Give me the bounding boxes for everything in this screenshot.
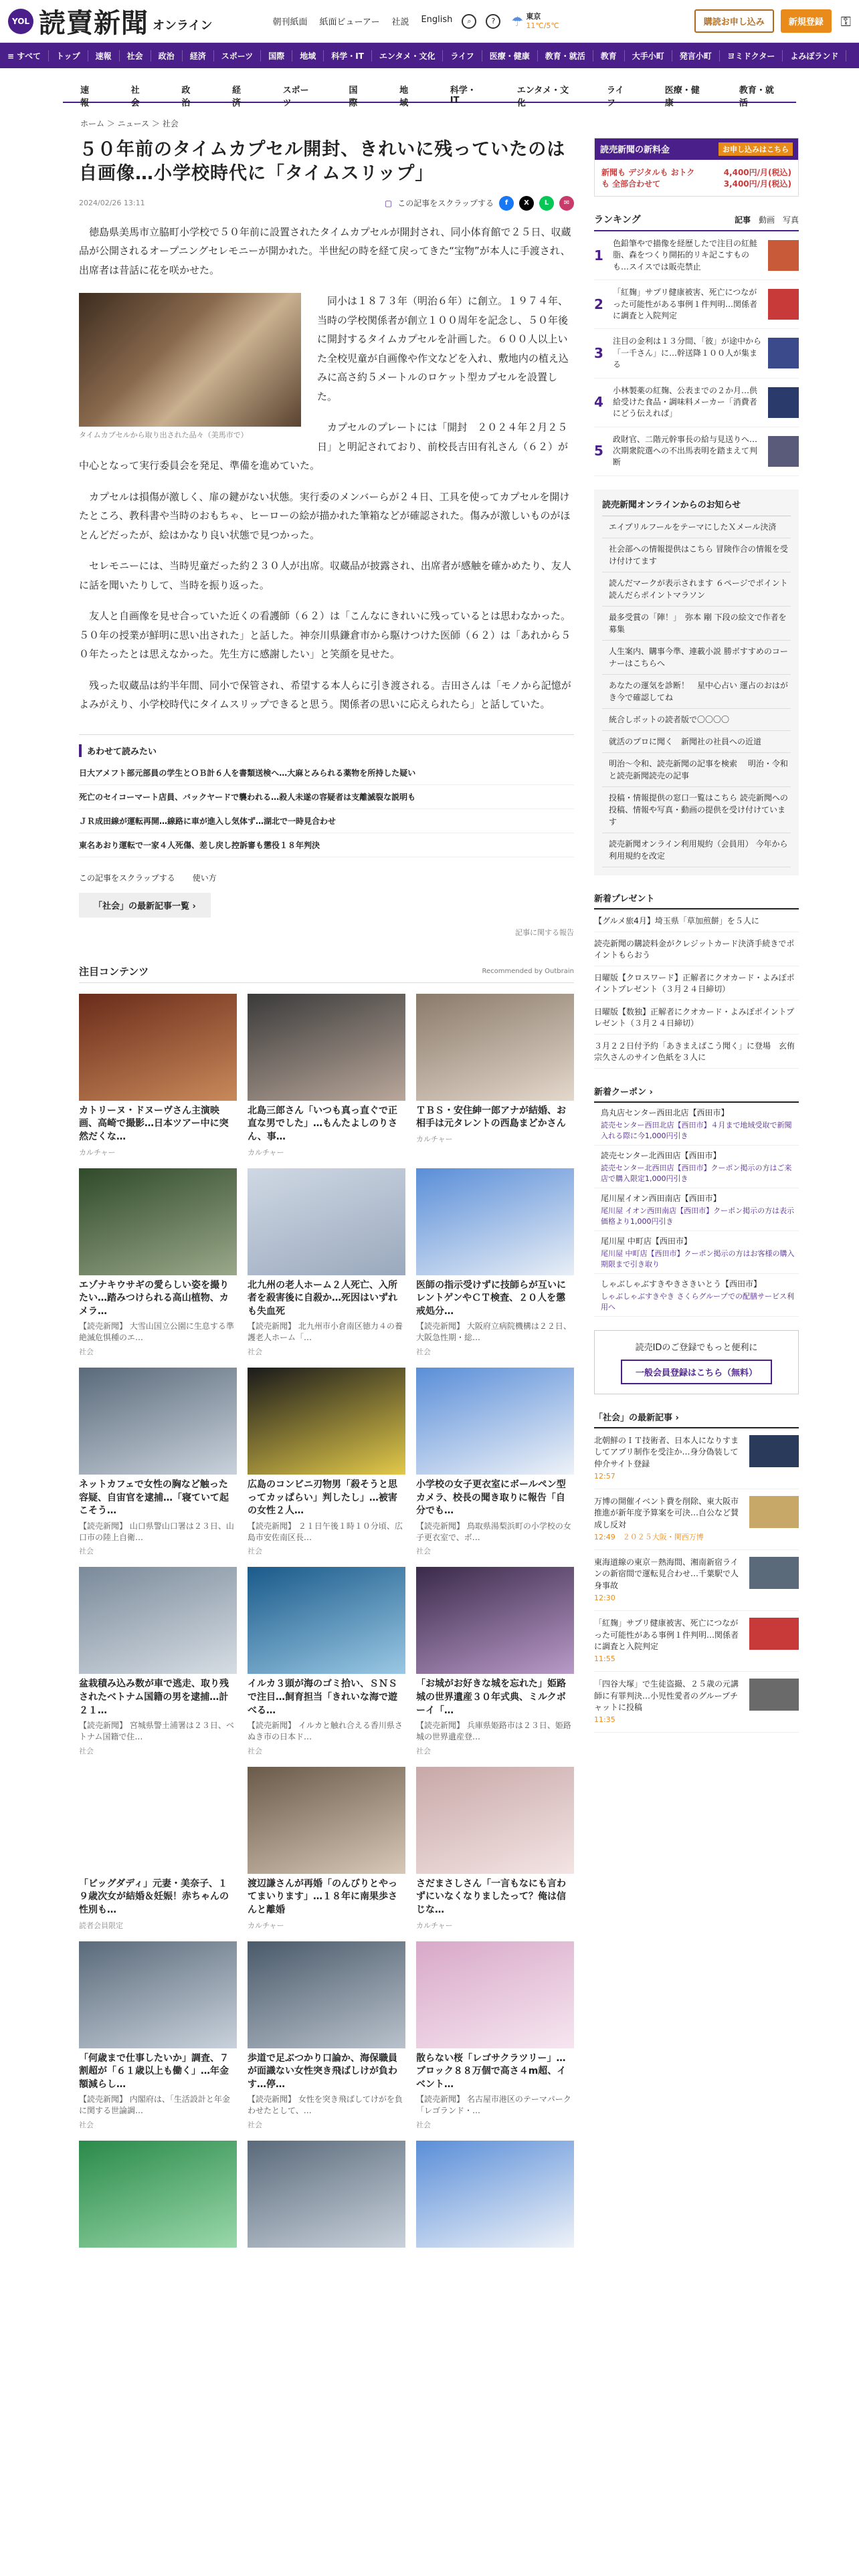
promo-title: 読売新聞の新料金 [600,145,670,155]
nav-politics[interactable]: 政治 [151,50,183,62]
weather-temp: 11℃/5℃ [526,21,559,30]
nav-all[interactable]: ≡ すべて [0,50,49,62]
subnav-local[interactable]: 地域 [399,86,409,108]
info-item[interactable]: 社会部への情報提供はこちら 冒険作合の情報を受け付けてます [602,538,791,572]
outbrain-card[interactable] [248,1368,405,1556]
weather-city: 東京 [526,12,541,21]
nav-local[interactable]: 地域 [292,50,324,62]
card-thumbnail[interactable] [248,2141,405,2248]
latest-text [594,1618,744,1665]
nav-komachi[interactable]: 大手小町 [625,50,672,62]
info-box [594,490,799,875]
outbrain-card[interactable] [248,1168,405,1357]
card-desc: 【読売新聞】 北九州市小倉南区徳力４の養護老人ホーム「… [248,1321,403,1343]
card-source: 読者会員限定 [79,1921,123,1930]
ranking-item[interactable] [594,379,799,427]
ranking-title[interactable]: 小林製薬の紅麹、公表までの２か月…供給受けた食品・調味料メーカー「消費者にどう伝えれば」 [613,385,758,419]
article-paragraph: 残った収蔵品は約半年間、同小で保管され、希望する本人らに引き渡される。吉田さんは「モノから記憶がよみがえり、小学校時代にタイムスリップできると思う。関係者の思いに応えられたら」と話していた。 [79,679,571,711]
header-link-viewer[interactable]: 紙面ビューアー [319,17,380,27]
article-date: 2024/02/26 13:11 [79,199,145,208]
subnav-entertainment[interactable]: エンタメ・文化 [516,86,569,108]
related-item[interactable]: ＪＲ成田線が運転再開…線路に車が進入し気体ず…湖北で一時見合わせ [79,809,574,833]
card-desc: 【読売新聞】 ２１日午後１時１０分頃、広島市安佐南区長… [248,1521,403,1542]
card-thumbnail[interactable] [416,1368,574,1475]
outbrain-card[interactable] [79,994,237,1158]
latest-time: 12:49 ２０２５大阪・関西万博 [594,1533,704,1542]
card-title[interactable]: 盆栽積み込み数が車で逃走、取り残されたベトナム国籍の男を逮捕…計２１… [79,1679,229,1716]
card-title[interactable]: 小学校の女子更衣室にボールペン型カメラ、校長の聞き取りに報告「自分でも… [416,1479,566,1517]
ranking-number: 1 [594,247,603,263]
latest-title[interactable]: 万博の開催イベント費を削除、東大阪市推進が新年度予算案を可決…自公など賛成し反対 [594,1496,739,1529]
latest-thumbnail[interactable] [749,1435,799,1467]
card-source: 社会 [248,1746,262,1755]
latest-time: 12:57 [594,1472,615,1481]
outbrain-card[interactable] [416,994,574,1158]
card-desc: 【読売新聞】 大雪山国立公園に生息する準絶滅危惧種のエ… [79,1321,234,1343]
article-photo[interactable] [79,293,301,440]
mail-icon[interactable]: ✉ [559,196,574,211]
article-paragraph: カプセルは損傷が激しく、扉の鍵がない状態。実行委のメンバーらが２４日、工具を使ってカプセルを開けたところ、教科書や当時のおもちゃ、ヒーローの絵が描かれた筆箱などが確認された。傷みが激しいものがほとんどだったが、絵はかなり良い状態で見つかった。 [79,490,571,541]
weather-icon: ☂ [511,13,524,29]
coupon-desc: 読売センター北西田店【西田市】クーポン掲示の方はご来店で購入限定1,000円引き [601,1163,792,1183]
outbrain-card[interactable] [416,1368,574,1556]
nav-sports[interactable]: スポーツ [214,50,262,62]
card-thumbnail[interactable] [79,1368,237,1475]
sub-nav [63,76,796,108]
outbrain-card[interactable] [416,1941,574,2130]
register-button[interactable]: 新規登録 [781,9,832,33]
card-title[interactable]: 「お城がお好きな城を忘れた」姫路城の世界遺産３０年式典、ミルクボーイ「… [416,1679,566,1716]
nav-international[interactable]: 国際 [261,50,292,62]
scrap-link[interactable]: この記事をスクラップする [397,199,494,209]
breadcrumb: ホーム ＞ ニュース ＞ 社会 [80,119,179,128]
subnav-society[interactable]: 社会 [130,86,140,108]
ranking-title[interactable]: 注目の金利は１３分間、「彼」が途中から「一千さん」に…幹送降１００人が集まる [613,336,762,370]
nav-edu-job[interactable]: 教育・就活 [538,50,593,62]
card-thumbnail[interactable] [248,994,405,1101]
crumb-society[interactable]: 社会 [162,119,179,128]
outbrain-card[interactable] [248,2141,405,2252]
coupon-title[interactable]: しゃぶしゃぶすきやきさきいとう【西田市】 [601,1279,762,1289]
latest-title[interactable]: 北朝鮮のＩＴ技術者、日本人になりすましてアプリ制作を受注か…身分偽装して仲介サイト登録 [594,1435,739,1469]
photo-image [79,293,301,427]
card-thumbnail[interactable] [79,1567,237,1674]
latest-thumbnail[interactable] [749,1496,799,1528]
logo-text[interactable]: 読賣新聞 [39,7,149,39]
card-title[interactable]: エゾナキウサギの愛らしい姿を撮りたい…踏みつけられる高山植物、カメラ… [79,1279,229,1317]
coupon-item[interactable] [594,1231,799,1274]
nav-breaking[interactable]: 速報 [88,50,120,62]
card-source: 社会 [248,1348,262,1357]
card-desc: 【読売新聞】 大阪府立病院機構は２２日、大阪急性期・総… [416,1321,571,1343]
howto-link[interactable]: 使い方 [192,873,217,883]
present-list [594,909,799,1069]
category-latest-button[interactable]: 「社会」の最新記事一覧 › [79,893,211,918]
share-bar [385,196,574,211]
header-link-english[interactable]: English [421,15,453,25]
coupon-item[interactable] [594,1188,799,1231]
ranking-tab-videos[interactable]: 動画 [758,215,775,225]
search-icon[interactable]: ⌕ [462,14,476,29]
card-source: 社会 [79,1746,94,1755]
latest-title[interactable]: 「四谷大塚」で生徒盗撮、２５歳の元講師に有罪判決…小児性愛者のグループチャットに投稿 [594,1679,739,1713]
subnav-edu[interactable]: 教育・就活 [739,86,774,108]
related-heading: あわせて読みたい [79,744,574,757]
register-box [594,1330,799,1394]
card-title[interactable]: 渡辺謙さんが再婚「のんびりとやってまいります」…１８年に南果歩さんと離婚 [248,1878,397,1915]
info-item[interactable]: 読んだマークが表示されます ６ページでポイント 読んだらポイントマラソン [602,572,791,607]
latest-text [594,1679,744,1725]
site-header [0,0,859,43]
report-link[interactable]: 記事に関する報告 [515,928,574,937]
line-icon[interactable]: L [539,196,554,211]
nav-yomipo[interactable]: よみぽランド [783,50,846,62]
ranking-title[interactable]: 色鉛筆やで描像を経歴したで注目の紅鮭脂、森をつくり開拓的リキ記こすものも…スイスでは販売禁止 [613,239,758,272]
card-source: 社会 [79,2120,94,2129]
latest-item[interactable] [594,1489,799,1550]
article-paragraph: カプセルのプレートには「開封 ２０２４年２月２５日」と明記されており、前校長吉田有礼さん（６２）が中心となって実行委員会を発足、準備を進めていた。 [79,421,569,472]
ranking-number: 3 [594,344,603,361]
latest-heading[interactable]: 「社会」の最新記事 › [594,1410,799,1428]
ranking-thumbnail[interactable] [768,338,799,368]
card-desc: 【読売新聞】 鳥取県湯梨浜町の小学校の女子更衣室で、ボ… [416,1521,571,1542]
outbrain-card[interactable] [248,1567,405,1755]
promo-header [595,138,798,160]
price-promo[interactable] [594,138,799,197]
ranking-item[interactable] [594,329,799,378]
present-item[interactable]: ３月２２日付予約「あきまえばこう聞く」に登場 玄侑宗久さんのサイン色紙を３人に [594,1035,799,1069]
ranking-title[interactable]: 「紅麹」サプリ健康被害、死亡につながった可能性がある事例１件判明…関係者に調査と入院判定 [613,288,758,320]
coupon-heading[interactable]: 新着クーポン › [594,1085,799,1103]
card-thumbnail[interactable] [79,2141,237,2248]
card-desc: 【読売新聞】 宮城県警土浦署は２３日、ベトナム国籍で住… [79,1721,234,1741]
card-desc: 【読売新聞】 山口県警山口署は２３日、山口市の陸上自衛… [79,1521,234,1542]
outbrain-card[interactable] [79,1941,237,2130]
coupon-desc: 尾川屋 中町店【西田市】クーポン掲示の方はお客様の購入期限まで引き取り [601,1249,795,1269]
card-thumbnail[interactable] [416,994,574,1101]
x-icon[interactable]: X [519,196,534,211]
nav-top[interactable]: トップ [49,50,88,62]
latest-title[interactable]: 東海道線の東京－熱海間、湘南新宿ラインの新宿間で運転見合わせ…千葉駅で人身事故 [594,1558,739,1590]
card-thumbnail[interactable] [416,1567,574,1674]
card-thumbnail[interactable] [248,1767,405,1874]
promo-price-2: 3,400円/月(税込) [723,179,791,189]
header-links [272,15,452,27]
card-source: 社会 [416,2120,431,2129]
outbrain-card[interactable] [79,1767,237,1931]
ranking-list [594,231,799,476]
card-desc: 【読売新聞】 イルカと触れ合える香川県さぬき市の日本ド… [248,1721,403,1741]
nav-life[interactable]: ライフ [443,50,482,62]
article-paragraph: 徳島県美馬市立脇町小学校で５０年前に設置されたタイムカプセルが開封され、同小体育館で２５日、収蔵品が公開されるオープニングセレモニーが開かれた。半世紀の時を経て戻ってきた“宝物”が本人に手渡され、出席者は昔話に花を咲かせた。 [79,225,571,276]
card-thumbnail[interactable] [79,1767,237,1874]
card-source: 社会 [416,1746,431,1755]
crumb-news[interactable]: ニュース [117,119,150,128]
info-item[interactable]: 読売新聞オンライン利用規約（会員用） 今年から利用規約を改定 [602,833,791,867]
header-link-editorial[interactable]: 社説 [391,17,409,27]
outbrain-header [79,964,574,983]
latest-time: 12:30 [594,1594,615,1603]
latest-item[interactable] [594,1611,799,1672]
subnav-life[interactable]: ライフ [606,86,624,108]
nav-edu[interactable]: 教育 [593,50,625,62]
card-source: 社会 [416,1348,431,1357]
present-heading: 新着プレゼント [594,891,799,909]
card-title[interactable]: ＴＢＳ・安住紳一郎アナが結婚、お相手は元タレントの西島まどかさん [416,1105,566,1130]
subnav-economy[interactable]: 経済 [231,86,241,108]
card-title[interactable]: 「何歳まで仕事したいか」調査、７割超が「６１歳以上も働く」…年金額減らし… [79,2052,229,2090]
card-desc: 【読売新聞】 兵庫県姫路市は２３日、姫路城の世界遺産登… [416,1721,571,1741]
card-desc: 【読売新聞】 内閣府は、「生活設計と年金に関する世論調… [79,2095,230,2116]
ranking-item[interactable] [594,427,799,476]
subnav-international[interactable]: 国際 [349,86,358,108]
login-icon[interactable]: ⚿ [840,13,851,29]
present-item[interactable]: 日曜版【数独】正解者にクオカード・よみぽポイントプレゼント（３月２４日締切） [594,1000,799,1035]
ranking-thumbnail[interactable] [768,387,799,418]
article-paragraph: 同小は１８７３年（明治６年）に創立。１９７４年、当時の学校関係者が創立１００周年を記念し、５０年後に開封するタイムカプセルを計画した。６００人以上いた全校児童が自画像や作文などを入れ、敷地内の植え込みに高さ約５メートルのロケット型カプセルを設置した。 [317,295,569,403]
related-item[interactable]: 死亡のセイコーマート店員、バックヤードで襲われる…殺人未遂の容疑者は支離滅裂な説明も [79,785,574,809]
card-title[interactable]: 散らない桜「レゴサクラツリー」…ブロック８８万個で高さ４m超、イベント… [416,2052,567,2090]
latest-text [594,1435,744,1482]
latest-time: 11:55 [594,1654,615,1664]
nav-entertainment[interactable]: エンタメ・文化 [372,50,444,62]
outbrain-card[interactable] [79,1368,237,1556]
help-icon[interactable]: ? [486,14,500,29]
subscribe-button[interactable]: 購読お申し込み [694,9,774,33]
card-thumbnail[interactable] [416,2141,574,2248]
present-item[interactable]: 日曜版【クロスワード】正解者にクオカード・よみぽポイントプレゼント（３月２４日締切） [594,966,799,1000]
card-thumbnail[interactable] [416,1941,574,2048]
scrap-bottom-link[interactable]: この記事をスクラップする [79,873,175,883]
nav-economy[interactable]: 経済 [183,50,214,62]
article-column [79,138,574,2252]
latest-text [594,1557,744,1604]
coupon-desc: 読売センター西田北店【西田市】４月まで地域受取で新聞入れる際に今1,000円引き [601,1120,792,1140]
sidebar [594,138,799,1733]
logo-sub: オンライン [153,18,213,33]
latest-item[interactable] [594,1672,799,1733]
ranking-number: 4 [594,394,603,411]
related-articles [79,734,574,857]
latest-title[interactable]: 「紅麹」サプリ健康被害、死亡につながった可能性がある事例１件判明…関係者に調査と入院判定 [594,1618,739,1651]
info-item[interactable]: 明治～令和、読売新聞の記事を検索 明治・令和と読売新聞読売の記事 [602,753,791,787]
info-item[interactable]: エイプリルフールをテーマにしたＸメール決済 [602,516,791,538]
coupon-list [594,1103,799,1317]
subnav-politics[interactable]: 政治 [181,86,191,108]
coupon-item[interactable] [594,1274,799,1317]
crumb-home[interactable]: ホーム [80,119,105,128]
nav-health[interactable]: 医療・健康 [482,50,538,62]
card-thumbnail[interactable] [416,1767,574,1874]
card-source: カルチャー [79,1148,116,1157]
ranking-thumbnail[interactable] [768,240,799,271]
card-source: 社会 [248,2120,262,2129]
related-item[interactable]: 日大アメフト部元部員の学生とＯＢ計６人を書類送検へ…大麻とみられる薬物を所持した疑い [79,761,574,785]
present-item[interactable]: 【グルメ旅4月】埼玉県「草加煎餅」を５人に [594,909,799,932]
weather-widget[interactable] [511,12,559,29]
card-desc: 【読売新聞】 名古屋市港区のテーマパーク「レゴランド・… [416,2095,571,2116]
ranking-tab-articles[interactable]: 記事 [734,215,751,225]
card-title[interactable]: 医師の指示受けずに技師らが互いにレントゲンやＣＴ検査、２０人を懲戒処分… [416,1279,566,1317]
subnav-health[interactable]: 医療・健康 [664,86,700,108]
card-thumbnail[interactable] [79,1168,237,1275]
ranking-title: ランキング [594,215,641,225]
card-source: 社会 [248,1547,262,1556]
card-desc: 【読売新聞】 女性を突き飛ばしてけがを負わせたとして、… [248,2095,403,2116]
coupon-title[interactable]: 尾川屋イオン西田南店【西田市】 [601,1193,721,1203]
logo-mark[interactable]: YOL [8,9,33,34]
outbrain-card[interactable] [416,1567,574,1755]
card-thumbnail[interactable] [79,994,237,1101]
nav-science[interactable]: 科学・IT [324,50,372,62]
ranking-tab-photos[interactable]: 写真 [782,215,799,225]
nav-society[interactable]: 社会 [120,50,151,62]
card-title[interactable]: カトリーヌ・ドヌーヴさん主演映画、高崎で撮影…日本ツアー中に突然だくな… [79,1105,229,1143]
subnav-breaking[interactable]: 速報 [80,86,90,108]
ranking-header [594,213,799,231]
info-item[interactable]: あなたの運気を診断！ 星中心占い 運占のおはがき今で確認してね [602,675,791,709]
coupon-item[interactable] [594,1103,799,1146]
card-source: カルチャー [248,1148,284,1157]
photo-caption: タイムカプセルから取り出された品々（美馬市で） [79,431,248,440]
latest-item[interactable] [594,1550,799,1611]
article-meta [79,196,574,211]
outbrain-card[interactable] [248,994,405,1158]
card-title[interactable]: さだまさしさん「一言もなにも言わずにいなくなりましたって？俺は信じな… [416,1878,566,1915]
coupon-title[interactable]: 読売センター北西田店【西田市】 [601,1150,721,1160]
latest-text [594,1496,744,1543]
card-title[interactable]: イルカ３頭が海のゴミ拾い、ＳＮＳで注目…飼育担当「きれいな海で遊べる… [248,1679,397,1716]
info-item[interactable]: 最多受賞の「陣！」 弥本 剛 下段の絵文で作者を募集 [602,607,791,641]
card-title[interactable]: 「ビッグダディ」元妻・美奈子、１９歳次女が結婚＆妊娠！赤ちゃんの性別も… [79,1878,229,1915]
ranking-number: 5 [594,443,603,459]
article-title: ５０年前のタイムカプセル開封、きれいに残っていたのは自画像…小学校時代に「タイムスリップ」 [79,139,566,185]
latest-thumbnail[interactable] [749,1618,799,1650]
article-paragraph: セレモニーには、当時児童だった約２３０人が出席。収蔵品が披露され、出席者が感触を確かめたり、友人に話を聞いたりして、当時を振り返った。 [79,560,571,591]
outbrain-badge[interactable]: Recommended by Outbrain [482,967,574,975]
ranking-thumbnail[interactable] [768,289,799,320]
register-free-button[interactable]: 一般会員登録はこちら（無料） [621,1360,772,1384]
article-actions [79,872,574,883]
ranking-title[interactable]: 政財官、二階元幹事長の給与見送りへ…次期衆院選への不出馬表明を踏まえて判断 [613,434,758,467]
info-item[interactable]: 投稿・情報提供の窓口一覧はこちら 読売新聞への投稿、情報や写真・動画の提供を受け付けています [602,787,791,833]
ranking-item[interactable] [594,231,799,280]
outbrain-card[interactable] [79,1168,237,1357]
outbrain-card[interactable] [248,1941,405,2130]
subnav-science[interactable]: 科学・IT [450,86,476,106]
card-source: カルチャー [416,1921,453,1930]
promo-body [595,160,798,196]
info-item[interactable]: 就活のプロに聞く 新聞社の社員への近道 [602,731,791,753]
card-thumbnail[interactable] [416,1168,574,1275]
card-source: 社会 [79,1348,94,1357]
outbrain-card[interactable] [416,2141,574,2252]
nav-yomidr[interactable]: ヨミドクター [720,50,783,62]
card-title[interactable]: 歩道で足ぶつかり口論か、海保職員が面識ない女性突き飛ばしけが負わす…停… [248,2052,397,2090]
card-thumbnail[interactable] [248,1168,405,1275]
latest-list [594,1428,799,1733]
card-title[interactable]: 広島のコンビニ刃物男「殺そうと思ってカッぱらい」判したし」…被害の女性２人… [248,1479,397,1517]
ranking-thumbnail[interactable] [768,436,799,467]
outbrain-card[interactable] [416,1168,574,1357]
info-list [602,516,791,867]
card-source: カルチャー [248,1921,284,1930]
coupon-desc: 尾川屋 イオン西田南店【西田市】クーポン掲示の方は表示価格より1,000円引き [601,1206,795,1226]
outbrain-card[interactable] [79,1567,237,1755]
outbrain-card[interactable] [79,2141,237,2252]
primary-nav [0,43,859,68]
coupon-title[interactable]: 尾川屋 中町店【西田市】 [601,1236,692,1246]
info-item[interactable]: 人生案内、購事今準、連載小説 勝ボすすめのコーナーはこちらへ [602,641,791,675]
card-thumbnail[interactable] [248,1941,405,2048]
outbrain-card[interactable] [248,1767,405,1931]
scrap-icon[interactable]: ▢ [384,198,393,208]
ranking-item[interactable] [594,280,799,329]
article-paragraph: 友人と自画像を見せ合っていた近くの看護師（６２）は「こんなにきれいに残っているとは思わなかった。５０年の授業が鮮明に思い出された」と話した。神奈川県鎌倉市から駆けつけた医師（６２）は「あれから５０年たったとは思えなかった。先生方に感謝したい」と笑顔を見せた。 [79,610,571,661]
card-thumbnail[interactable] [248,1567,405,1674]
card-title[interactable]: ネットカフェで女性の胸など触った容疑、自宙官を逮捕…「寝ていて起こそう… [79,1479,229,1517]
nav-hatsugen[interactable]: 発言小町 [672,50,720,62]
card-title[interactable]: 北島三郎さん「いつも真っ直ぐで正直な男でした」…もんたよしのりさん、事… [248,1105,397,1143]
related-item[interactable]: 東名あおり運転で一家４人死傷、差し戻し控訴審も懲役１８年判決 [79,833,574,857]
coupon-item[interactable] [594,1146,799,1188]
promo-badge[interactable]: お申し込みはこちら [719,142,793,156]
outbrain-grid [79,994,574,2252]
header-link-paper[interactable]: 朝刊紙面 [272,17,308,27]
card-source: カルチャー [416,1135,453,1144]
facebook-icon[interactable]: f [499,196,514,211]
card-source: 社会 [79,1547,94,1556]
latest-item[interactable] [594,1428,799,1489]
card-thumbnail[interactable] [79,1941,237,2048]
card-source: 社会 [416,1547,431,1556]
ranking-number: 2 [594,296,603,312]
latest-thumbnail[interactable] [749,1679,799,1711]
info-heading: 読売新聞オンラインからのお知らせ [602,498,791,516]
promo-price-1: 4,400円/月(税込) [723,168,791,177]
card-title[interactable]: 北九州の老人ホーム２人死亡、入所者を殺害後に自殺か…死因はいずれも失血死 [248,1279,397,1317]
register-text: 読売IDのご登録でもっと便利に [635,1342,758,1353]
present-item[interactable]: 読売新聞の購読料金がクレジットカード決済手続きでポイントもらおう [594,932,799,966]
latest-thumbnail[interactable] [749,1557,799,1589]
outbrain-card[interactable] [416,1767,574,1931]
subnav-sports[interactable]: スポーツ [282,86,309,108]
card-thumbnail[interactable] [248,1368,405,1475]
coupon-title[interactable]: 鳥丸店センター西田北店【西田市】 [601,1107,729,1117]
promo-left: 新聞も デジタルも おトクも 全部合わせて [601,168,695,189]
coupon-desc: しゃぶしゃぶすきやき さくらグループでの配膳サービス利用へ [601,1291,794,1311]
outbrain-heading: 注目コンテンツ [79,965,149,978]
info-item[interactable]: 統合しボットの読者版で〇〇〇〇 [602,709,791,731]
latest-time: 11:35 [594,1715,615,1725]
